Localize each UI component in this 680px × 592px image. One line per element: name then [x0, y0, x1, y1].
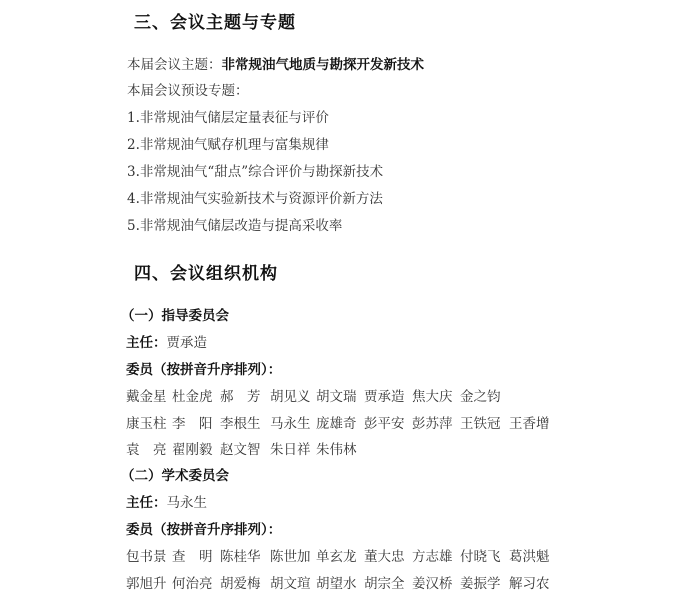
member-name: 陈桂华 [220, 549, 261, 565]
academic-committee-title: （二）学术委员会 [121, 468, 229, 484]
guiding-committee-title: （一）指导委员会 [121, 308, 229, 324]
member-name: 郭旭升 [126, 576, 167, 592]
member-name: 胡宗全 [364, 576, 405, 592]
member-name: 焦大庆 [412, 389, 453, 405]
section4-heading: 四、会议组织机构 [134, 264, 278, 284]
member-name: 李 阳 [172, 416, 213, 432]
member-name: 杜金虎 [172, 389, 213, 405]
topic-item: 4.非常规油气实验新技术与资源评价新方法 [127, 191, 383, 207]
topics-label: 本届会议预设专题： [127, 83, 249, 99]
guiding-chair-line [126, 331, 207, 351]
member-name: 彭苏萍 [412, 416, 453, 432]
theme-label: 本届会议主题： [127, 57, 222, 73]
chair-name: 贾承造 [166, 335, 207, 351]
chair-name: 马永生 [166, 495, 207, 511]
member-name: 单玄龙 [316, 549, 357, 565]
topic-item: 3.非常规油气“甜点”综合评价与勘探新技术 [127, 164, 384, 180]
member-name: 包书景 [126, 549, 167, 565]
member-name: 陈世加 [270, 549, 311, 565]
member-name: 付晓飞 [460, 549, 501, 565]
academic-chair-line [126, 491, 207, 511]
member-name: 胡爱梅 [220, 576, 261, 592]
member-name: 胡文瑞 [316, 389, 357, 405]
member-name: 胡望水 [316, 576, 357, 592]
member-name: 何治亮 [172, 576, 213, 592]
chair-label: 主任： [126, 495, 167, 511]
member-name: 王香增 [509, 416, 550, 432]
topic-item: 1.非常规油气储层定量表征与评价 [127, 110, 329, 126]
member-name: 袁 亮 [126, 442, 167, 458]
member-name: 金之钧 [460, 389, 501, 405]
member-name: 翟刚毅 [172, 442, 213, 458]
member-name: 胡见义 [270, 389, 311, 405]
member-name: 朱日祥 [270, 442, 311, 458]
member-name: 王铁冠 [460, 416, 501, 432]
member-name: 彭平安 [364, 416, 405, 432]
member-name: 康玉柱 [126, 416, 167, 432]
member-name: 赵文智 [220, 442, 261, 458]
member-name: 马永生 [270, 416, 311, 432]
member-name: 朱伟林 [316, 442, 357, 458]
member-name: 方志雄 [412, 549, 453, 565]
guiding-members-label: 委员（按拼音升序排列）： [126, 362, 282, 378]
academic-members-label: 委员（按拼音升序排列）： [126, 522, 282, 538]
member-name: 葛洪魁 [509, 549, 550, 565]
topic-item: 5.非常规油气储层改造与提高采收率 [127, 218, 343, 234]
member-name: 庞雄奇 [316, 416, 357, 432]
chair-label: 主任： [126, 335, 167, 351]
member-name: 李根生 [220, 416, 261, 432]
member-name: 郝 芳 [220, 389, 261, 405]
theme-value: 非常规油气地质与勘探开发新技术 [221, 57, 424, 73]
member-name: 解习农 [509, 576, 550, 592]
topic-item: 2.非常规油气赋存机理与富集规律 [127, 137, 329, 153]
section3-heading: 三、会议主题与专题 [134, 13, 296, 33]
theme-line [127, 53, 424, 73]
member-name: 姜振学 [460, 576, 501, 592]
member-name: 戴金星 [126, 389, 167, 405]
member-name: 胡文瑄 [270, 576, 311, 592]
member-name: 姜汉桥 [412, 576, 453, 592]
member-name: 贾承造 [364, 389, 405, 405]
member-name: 查 明 [172, 549, 213, 565]
member-name: 董大忠 [364, 549, 405, 565]
